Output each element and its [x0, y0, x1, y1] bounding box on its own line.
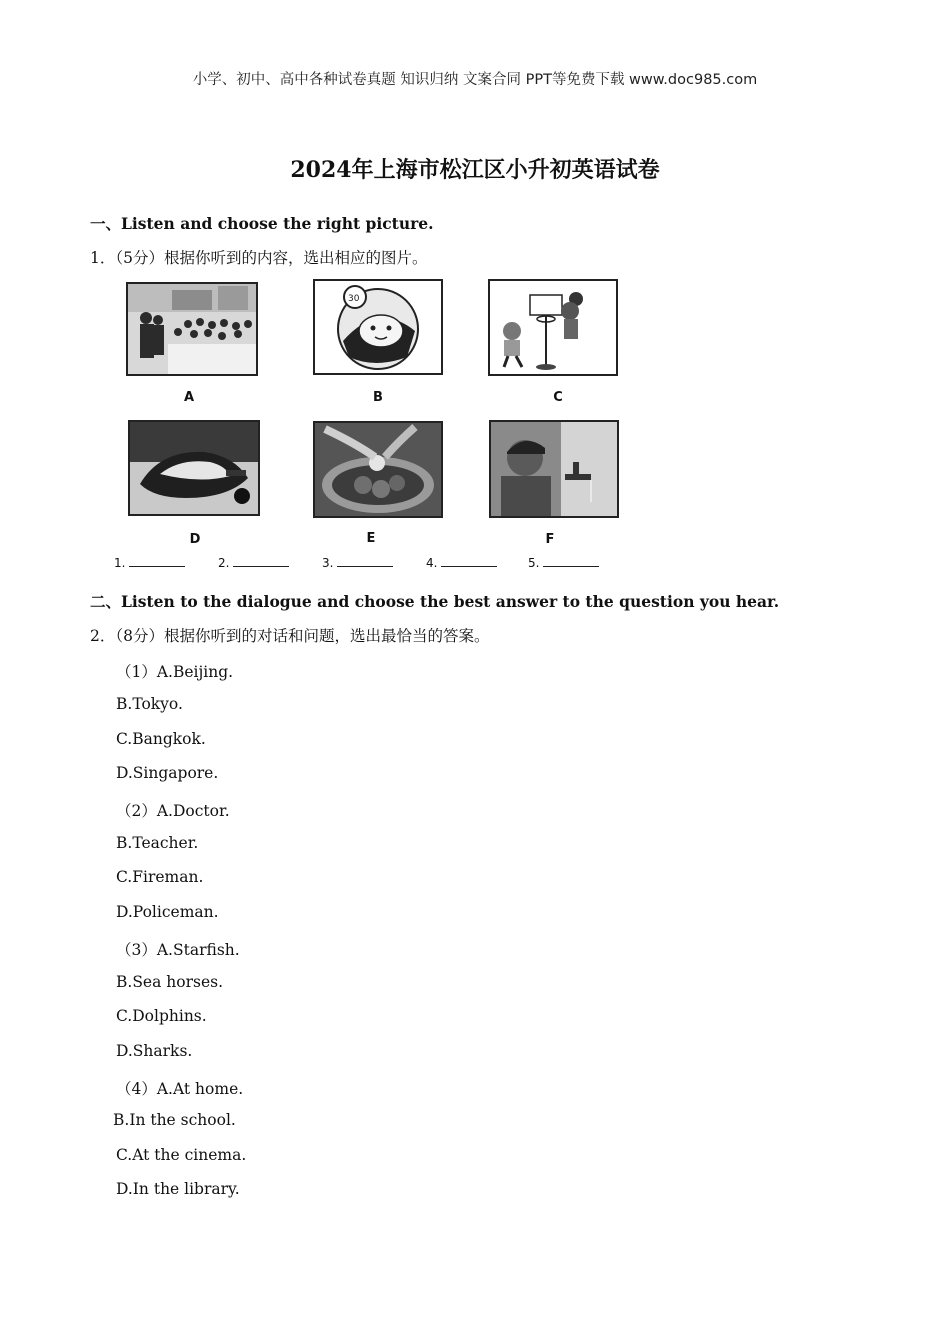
- option-3b: B.Sea horses.: [116, 973, 224, 991]
- man-at-tap-icon: [491, 422, 617, 516]
- option-1a: （1）A.Beijing.: [116, 663, 234, 681]
- picture-b: [313, 279, 443, 375]
- picture-d: [128, 420, 260, 516]
- question-2-stem: 2．（8分）根据你听到的对话和问题，选出最恰当的答案。: [90, 627, 490, 645]
- answer-blank-2[interactable]: 2.: [218, 556, 289, 570]
- option-4c: C.At the cinema.: [116, 1146, 247, 1164]
- section-2-heading: 二、Listen to the dialogue and choose the best answer to the question you hear.: [90, 592, 780, 611]
- answer-blank-4[interactable]: 4.: [426, 556, 497, 570]
- option-3c: C.Dolphins.: [116, 1007, 207, 1025]
- question-1-stem: 1．（5分）根据你听到的内容，选出相应的图片。: [90, 249, 428, 267]
- picture-a: [126, 282, 258, 376]
- washing-fruit-icon: [315, 423, 441, 516]
- option-4b: B.In the school.: [113, 1111, 236, 1129]
- picture-c: [488, 279, 618, 376]
- basketball-cartoon-icon: [490, 281, 616, 374]
- option-2a: （2）A.Doctor.: [116, 802, 230, 820]
- picture-b-label: B: [373, 390, 383, 405]
- option-1d: D.Singapore.: [116, 764, 219, 782]
- picture-a-label: A: [183, 390, 195, 405]
- picture-e: [313, 421, 443, 518]
- option-4d: D.In the library.: [116, 1180, 240, 1198]
- picture-e-label: E: [366, 531, 376, 546]
- option-4a: （4）A.At home.: [116, 1080, 244, 1098]
- option-2c: C.Fireman.: [116, 868, 204, 886]
- answer-blank-3[interactable]: 3.: [322, 556, 393, 570]
- section-1-heading: 一、Listen and choose the right picture.: [90, 214, 434, 233]
- picture-f: [489, 420, 619, 518]
- option-3d: D.Sharks.: [116, 1042, 193, 1060]
- answer-blank-1[interactable]: 1.: [114, 556, 185, 570]
- answer-blank-5[interactable]: 5.: [528, 556, 599, 570]
- header-banner: 小学、初中、高中各种试卷真题 知识归纳 文案合同 PPT等免费下载 www.doc985.com: [192, 72, 758, 88]
- picture-c-label: C: [553, 390, 563, 405]
- option-3a: （3）A.Starfish.: [116, 941, 240, 959]
- svg-text:30: 30: [348, 294, 360, 304]
- option-1b: B.Tokyo.: [116, 695, 183, 713]
- sleeping-cartoon-icon: [315, 281, 441, 373]
- picture-d-label: D: [189, 532, 201, 547]
- picture-f-label: F: [545, 532, 555, 547]
- option-1c: C.Bangkok.: [116, 730, 206, 748]
- option-2b: B.Teacher.: [116, 834, 199, 852]
- option-2d: D.Policeman.: [116, 903, 219, 921]
- futuristic-car-icon: [130, 422, 258, 514]
- crowd-photo-icon: [128, 284, 256, 374]
- page-title: 2024年上海市松江区小升初英语试卷: [290, 157, 660, 183]
